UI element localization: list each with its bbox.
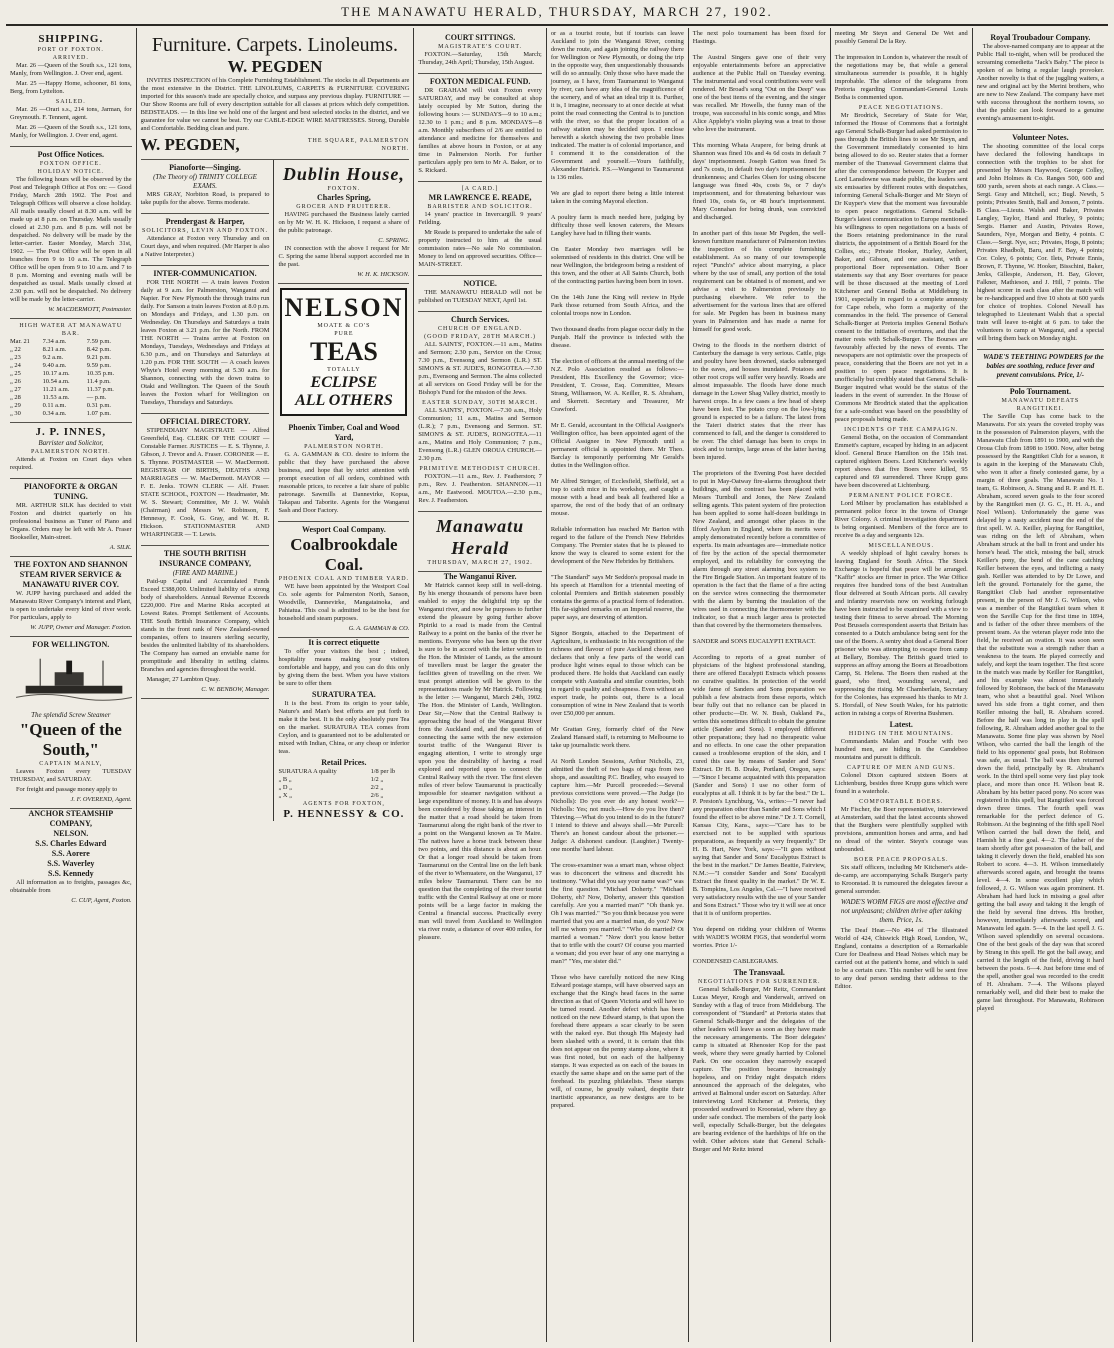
prendergast-ad xyxy=(141,214,270,266)
steamer-illustration xyxy=(16,654,132,704)
polo-sub: MANAWATU DEFEATS RANGITIKEI. xyxy=(1001,398,1080,412)
queen-of-the-south: "Queen of the South," xyxy=(19,720,122,759)
anchor-ship-1: S.S. Charles Edward xyxy=(35,839,107,848)
column-1 xyxy=(6,28,137,1342)
tide-row: Mar. 21 7.34 a.m. 7.59 p.m. xyxy=(10,338,111,345)
methodist-title: PRIMITIVE METHODIST CHURCH. xyxy=(419,466,541,472)
medical-fund xyxy=(418,74,541,182)
volunteer-title: Volunteer Notes. xyxy=(1012,133,1069,142)
court-sub: MAGISTRATE'S COURT. xyxy=(438,44,523,50)
transvaal-title: The Transvaal. xyxy=(733,968,785,977)
pegden2-name: W. PEGDEN, xyxy=(140,135,240,154)
hiding-body: Commandants Malan and Fouche with two hundred men, are hiding in the Camdeboo mountains and pursuit is difficult. xyxy=(834,738,968,761)
reade-role: BARRISTER AND SOLICITOR. xyxy=(427,204,533,210)
pegden2-addr: THE SQUARE, PALMERSTON NORTH. xyxy=(307,138,410,152)
nelson-totally: TOTALLY xyxy=(327,367,361,373)
police-body: Lord Milner by proclamation has established a permanent police force in the towns of Orange River Colony. A criminal investigation department is being organised. Members of the force are to receive 8s a day and sergeants 12s. xyxy=(834,500,968,539)
freight-signature: J. F. OVEREND, Agent. xyxy=(70,796,132,803)
column-3 xyxy=(414,28,546,1342)
hickson-body: IN connection with the above I request for Mr C. Spring the same liberal support accorded me in the past. xyxy=(278,245,410,268)
anchor-title: ANCHOR STEAMSHIP COMPANY, xyxy=(28,809,114,828)
trinity-exams: (The Theory of) TRINITY COLLEGE EXAMS. xyxy=(153,173,257,190)
herald-date: THURSDAY, MARCH 27, 1902. xyxy=(427,560,533,566)
anchor-ship-2: S.S. Aorere xyxy=(51,849,90,858)
nelson-teas: TEAS xyxy=(309,337,378,366)
westport-signature: G. A. GAMMAN & CO. xyxy=(348,625,410,632)
westport-sub: PHOENIX COAL AND TIMBER YARD. xyxy=(278,576,410,582)
gray-body: MRS GRAY, Norbiton Road, is prepared to take pupils for the above. Terms moderate. xyxy=(140,191,270,206)
post-signature: W. MACDERMOTT, Postmaster. xyxy=(48,306,132,313)
proposals-body: Six staff officers, including Mr Kitchener's aide-de-camp, are accompanying Schalk Burger's party to Kroonstad. It is rumoured the delegates favour a general surrender. xyxy=(834,864,968,895)
piano-singing-title: Pianoforte—Singing. xyxy=(169,163,241,172)
column-4-text: or as a tourist route, but if tourists can leave Auckland to join the Wanganui River, coming down the route, and again joining the railway there for Wellington or New Plymouth, or doing the trip in the opposite way, then unquestionably thousands will do so annually. Only those who have made the journey, as I have, from Taumarunui to Wanganui by river, can have any idea of the magnificence of the scenery, and of what an ideal trip it is. Further, it is, I imagine, necessary to at once decide at what point the road connecting the Central is to junction with the river, so that the proper location of a railway station may be decided upon. I enclose herewith a sketch showing the two probable lines indicated. The matter is of colonial importance, and I commend it to the consideration of the Government and yourself.—Yours faithfully, Alexander Hatrick. P.S.—Wanganui to Taumarunui is 136 miles. We are glad to report there being a little interest taken in the coming Mayoral election. A poultry farm is much needed here, judging by difficulty those well known caterers, the Messrs Langley have had in filling their wants. On Easter Monday two marriages will be solemnised of residents in this district. One will be near Wellington, the bridegroom being a resident of this town, and the other at All Saints Church, both of the contracting parties having been born in town. On the 14th June the King will review in Hyde Park those returned from South Africa, and the colonial troops now in London. Two thousand deaths from plague occur daily in the Punjab. Half the province is infected with the disease. The election of officers at the annual meeting of the N.Z. Polo Association resulted as follows:— President, His Excellency the Governor; vice-President, T. Crosse, Esq. Committee, Messrs Strang, Williamson, W. A. Keiller, R. S. Abraham, and Skerrett. Secretary and Treasurer, Mr Crawford. Mr E. Gerald, accountant in the Official Assignee's Wellington office, has been appointed agent of the Official Assignee in New Plymouth until a permanent official is appointed there. Mr Theo. Barclay is temporarily performing Mr Gerald's duties in the Wellington office. Mr Alfred Stringer, of Ecclesfield, Sheffield, set a trap to catch mice in his workshop, and caught a mouse with a head and beak all feathered like a sparrow, the rest of the body that of an ordinary mouse. Reliable information has reached Mr Barton with regard to the failure of the French New Hebrides Company. The Premier states that he is pleased to know the way is cleared to some extent for the development of the New Hebrides by Britishers. "The Standard" says Mr Seddon's proposal made in his speech at Hamilton for a triennial meeting of colonial Premiers and British statesmen possibly contains the germs of a practical form of federation. His far-sighted remarks on an Imperial reserve, the paper says, are deserving of attention. Signor Borgnis, attached to the Department of Agriculture, is enthusiastic in his recognition of the richness and flavour of pure Auckland cheese, and declares that only a few parts of the world can produce light wines equal to those which can be produced there. He holds that Auckland can easily compete with Australia and similar countries, both in regard to quality and cheapness. Even without an export trade, he points out, there is a local consumption of wine in New Zealand that is worth over £50,000 per annum. Mr Grattan Grey, formerly chief of the New Zealand Hansard staff, is returning to Melbourne to take up journalistic work there. At North London Sessions, Arthur Nicholls, 23, admitted the theft of two bags of rugs from two shops, and assaulting P.C. Bradley, who essayed to capture him.—Mr Purcell proceeded:—Several previous convictions were proved.—The Judge (to Nicholls): Do you ever do any honest work?—Nicholls: Yes; not much.—How do you live then? Thieving.—What do you intend to do in the future? I intend to thieve and always shall.—Mr Purcell: There's an honest candour about the prisoner.—Judge: A dishonest candour. (Laughter.) Twenty-one months' hard labour. The cross-examiner was a smart man, whose object was to disconcert the witness and discredit his testimony. "What did you say your name was?" was the first question. "Michael Doherty." "Michael Doherty, eh? Now, Doherty, answer this question carefully. Are you a married man?" "Oh thank ye. Oh I was married." "So you think because you were married that you are a married man, do you? Now tell me whom you married." "Who do married? Oi married a woman." "Now don't you know better that to trifle with the court? Of course you married a woman; did you ever hear of any one marrying a man?" "Yes, me sister did." Those who have carefully noticed the new King Edward postage stamps, will have observed says an exchange that the King's head faces in the same direction as that of Queen Victoria and will have to be turned round. Another defect which has been noticed on the new Edward stamp, is that upon the forehead there appears a scar clearly to be seen with the naked eye. But though His Majesty had been slashed with a sword, it is certain that this does not appear on the penny stamp alone, where it was first noted, but on each of the halfpenny stamps. It was expected as on each of the issues in exactly the same shape and on the same part of the forehead. Its puzzling philatelists. These stamps will, of course, be greatly valued, despite their inartistic appearance, as new designs are to be prepared. xyxy=(550,30,684,1109)
column-5-text: The next polo tournament has been fixed for Hastings. The Austral Singers gave one of their very enjoyable entertainments before an appreciative audience at the Public Hall on Tuesday evening. The instrumental and vocal contributions were well rendered. Mr Broad's song "Out on the Deep" was one of the best items of the evening, and the singer was recalled. Mr Howells, the funny man of the troupe, was successful in his comic songs, and Miss Alice Appleby's violin playing was a treat to those who love the instrument. This morning Whata Arapere, for being drunk at Shannon was fined 10s and 4s 6d costs in default 7 days' imprisonment. Joseph Gatton was fined 5s and 7s costs, in default two day's imprisonment for drunkenness; and Charles Olsen for using obscene language was fined 40s, costs 9s, or 7 day's imprisonment, and for threatening behaviour was fined 10s, costs 6s, or 48 hour's imprisonment. Mary Connahan for being drunk, was convicted and discharged. In another part of this issue Mr Pegden, the well-known furniture manufacturer of Palmerston invites the inspection of his complete furnishing establishment. As so many of our townspeople reject "Punch's" advice about marrying, a place where by the use of small, any portion of the total requirement can be obtained is of moment, and we advise a visit to Palmerston previously to purchasing elsewhere. We refer to the advertisement for the various lines that are offered for sale. Mr Pegden has been in business many years in Palmerston and has made a name for himself for good work. Owing to the floods in the northern district of Canterbury the damage is very serious. Cattle, pigs and poultry have been drowned, stacks submerged to the eaves, and houses inundated. Potatoes and other root crops will suffer very heavily. Roads are almost impassable. The floods have done much damage in the Lower Shag Valley district, mostly to harvest crops. In a few cases a few head of sheep have been lost. The potato crop on the low-lying ground is expected to be a failure. The latest from the Taieri district states that the river has commenced to fall, and the danger is considered to be over. The chief damage has been to crops in stock and to turnips, large areas of the latter having been injured. The proprietors of the Evening Post have decided to put in May-Oatway fire-alarms throughout their buildings, and the contract has been placed with Messrs Turnbull and Jones, the New Zealand selling agents. This patent system of fire protection has been applied to some half-dozen buildings in New Zealand, and amongst other places in the Ilford Asylum in England, where its merits were amply demonstrated recently before a committee of experts. Its main advantages are—immediate notice of fire by the action of the special thermometer employed, and its reliability for conveying the alarm through any street alarming box system to the Fire Brigade Station. An important feature of its operation is the fact that the flame of a fire acting on the service wires connecting the thermometer with the alarm by burning the insulation of the wires used in connecting the thermometer with the indicator, so that a much larger area is protected than that covered by the thermometers themselves. SANDER and SONS EUCALYPTI EXTRACT. According to reports of a great number of physicians of the highest professional standing, there are offered Eucalypti Extracts which possess no curative qualities. In protection of the world wide fame of Sanders and Sons preparation we publish a few abstracts from these reports, which bear fully out that no reliance can be placed in other products:—Dr. W. N. Bush, Oakland Pa., writes this sometimes difficult to obtain the genuine article (Sander and Sons). I employed different other preparations; they had no therapeutic value and no effects. In one case the other preparation caused a troublesome eruption of the skin, and I cured this case by means of Sander and Sons' Extract. Dr H. B. Drake, Portland, Oregon, says:—"Since I became acquainted with this preparation (Sander and Sons) I use no other form of eucalyptus at all. I think it is by far the best." Dr L. P. Preston's Lynchburg, Va., writes:—"I never had any preparation other than Sander and Sons which I found the effect to be above mine." Dr J. T. Cornell, Kansas City, Kans., says:—"Care has to be exercised not to be supplied with spurious preparations, as frequently as very frequently." Dr H. B. Hart, New York, says:—"It goes without saying that Sander and Sons' Eucalyptus Extract is the best in the market." Dr James Beattie, Fairview, N.M.:—"I consider Sander and Sons' Eucalypti Extract the finest quality in the market." Dr W. E. B. Tompkins, Los Angeles, Cal.—"I have received very satisfactory results with the use of your Sander and Sons Extract." Those who try it will see at once that it is of uniform properties. You depend on ridding your children of Worms with WADE'S WORM FIGS, that wonderful worm worries. Price 1/- CONDENSED CABLEGRAMS. xyxy=(692,30,826,965)
column-6 xyxy=(831,28,973,1342)
tide-title: HIGH WATER AT MANAWATU BAR. xyxy=(19,323,123,337)
official-body: STIPENDIARY MAGISTRATE — Alfred Greenfield, Esq. CLERK OF THE COURT — Constable Farmer. JUSTICES — E. S. Thynne, J. Gibson, J. Trevor and A. Fraser. CORONER — E. S. Thynne. POSTMASTER — W. MacDermott. REGISTRAR OF BIRTHS, DEATHS AND MARRIAGES — W. MacDermott. MAYOR — F. E. Jenks. TOWN CLERK — Alf. Fraser. STATE SCHOOL, FOXTON — Headmaster, Mr. W. S. Stewart; Committee, Mr J. W. Walsh (Chairman) and Messrs W. Robinson, F. Hennessy, F. Cook, G. Gray, and W. H. R. Hickson. STATIONMASTER AND WHARFINGER — T. Lewis. xyxy=(140,427,270,538)
columns xyxy=(6,28,1108,1342)
dublin-title: Dublin House, xyxy=(282,164,405,184)
court-sittings xyxy=(418,30,541,74)
column-6-text: meeting Mr Steyn and General De Wet and possibly General De la Rey. The impression in London is, whatever the result of the negotiations may be, that while a general simultaneous surrender is possible, it is highly improbable. The silence of the telegrams from Pretoria regarding Commandant-General Louis Botha is commented upon. xyxy=(834,30,968,101)
agents-title: AGENTS FOR FOXTON, xyxy=(302,801,385,807)
anchor-body: All information as to freights, passages &c, obtainable from xyxy=(10,879,132,894)
medical-body: DR GRAHAM will visit Foxton every SATURDAY, and may be consulted at shop lately occupied by Mr Sutton, during the following hours :— SUNDAYS—9 to 10 a.m.; 12.30 to 1 p.m.; and 8 p.m. MONDAYS—8 a.m. Monthly subscribers of 2/6 are entitled to attendance and medicine for themselves and families at above hours in Foxton, or at any time in Palmerston North. For further particulars apply pro tem to Mr A. Baker, or to S. Rickard. xyxy=(418,87,542,174)
easter-title: EASTER SUNDAY, 30TH MARCH. xyxy=(422,400,539,406)
church-services xyxy=(418,312,541,512)
innes-place: PALMERSTON NORTH. xyxy=(30,449,111,455)
prendergast-name: Prendergast & Harper, xyxy=(165,217,245,226)
pegden-name: W. PEGDEN xyxy=(227,57,323,76)
peace-body: Mr Brodrick, Secretary of State for War, informed the House of Commons that a fortnight ago General Schalk-Burger had asked permission to pass through the British lines to see Mr Steyn, and the Government immediately consented to him being allowed to do so. Reuter states that a former member of the Transvaal Government claims that after the correspondence between Dr Kuyper and Lord Lansdowne was made public, the leaders sent six emissaries by different routes with despatches, informing General Schalk-Burger and Mr Steyn of Dr Kuyper's view that the moment was favourable to open peace negotiations. General Schalk-Burger's latest communication to Europe mentioned his willingness to open negotiations on a basis of the Boers retaining predominance in the rural districts, the appointment of a British Board for the Collies, etc.; Private Hooker, Hurley, Ambert, Baker, and Gibson, and one assistant, with a proportional Boer representation. Other Boer statements say that any Boer overtures for peace will be those discussed at the meeting of Lord Kitchener and General Botha at Middleburg in 1901, especially in regard to a complete amnesty for Cape rebels, who form a majority of the commandos in the field. The presence of General Schalk-Burger at Pretoria implies General Botha's consent to the initiation of overtures, and that the matter rests with Schalk-Burger. The Bourses are favourably affected by the news of events. The newspapers are not optimistic over the prospects of peace, considering that the Boers are not yet in a position to open peace negotiations. It is unofficially but credibly stated that General Schalk-Burger inquired what would be the status of the leaders in the event of surrender. In the House of Commons Mr Brodrick stated that the application for a safe-conduct was based on the possibility of peace proposals being made. xyxy=(834,112,968,423)
insurance-sub: (FIRE AND MARINE.) xyxy=(172,569,238,577)
column-4 xyxy=(547,28,689,1342)
insurance-ad xyxy=(141,546,270,699)
comfort-title: COMFORTABLE BOERS. xyxy=(859,799,944,805)
nelson-sub: MOATE & CO'S xyxy=(317,323,371,329)
police-title: PERMANENT POLICE FORCE. xyxy=(849,493,954,499)
innes-body: Attends at Foxton on Court days when required. xyxy=(10,456,132,471)
arrival-1: Mar. 26 —Queen of the South s.s., 121 tons, Manly, from Wellington. J. Over end, agent. xyxy=(10,62,132,77)
tide-row: „ 24 9.40 a.m. 9.59 p.m. xyxy=(10,362,111,369)
spring-name: Charles Spring, xyxy=(317,193,371,202)
wellington-ad xyxy=(10,637,132,809)
nelson-teas-ad xyxy=(280,288,407,416)
captain-name: CAPTAIN MANLY, xyxy=(39,761,103,767)
westport-title: Wesport Coal Company. xyxy=(302,525,386,534)
shipping-title: SHIPPING. xyxy=(38,33,104,45)
river-body: Mr Hatrick cannot keep still in well-doing. By his energy thousands of persons have been enabled to enjoy the delightful trip up the Wanganui river, and now he purposes to further extend the pleasure by going further above Pipiriki to a road is made from the Central Railway to a point on the banks of the river he mentions. Everyone who has been up the river is sure to be in accord with the letter written to the Hon. the Minister of Lands, as the amount of travellers must be larger the greater the facilities given of travelling on the river. We trust prompt attention will be given to the representations made by Mr Hatrick. Following is the letter :— Wanganui, March 24th, 1902. The Hon. the Minister of Lands, Wellington. Dear Sir,—Now that the Central Railway is approaching the head of the Wanganui River from the Auckland end, and the question of connecting the same with the new extension tourist traffic of the Wanganui River is engaging attention, I write to strongly urge upon you the desirability of having a road explored and reported upon to connect the Central Railway with the river. The first eleven miles of river below Taumarunui is practically impossible for steamer navigation without a large expenditure of money. It is and has always been considered by those taking an interest in the matter that a road should be taken from Taumarunui along the right bank of the river to a point on the Wanganui known as Te Maire. The natives have a horse track between these two points, and this distance is about an hour. Or that a longer road should be taken from Taumarunui on the Central line on the left bank of the river to Whenuatere, on the Wanganui, 17 miles below Taumarunui. There can be no question that the completing of the river tourist traffic with the Central Railway at one or more points will be a large factor in making the Central a financial success. Practically every man will travel from Auckland to Wellington via river route, a distance of over 400 miles, for pleasure. xyxy=(418,582,542,941)
suratura-body: It is the best. From its origin to your table, Nature's and Man's best efforts are put forth to make it the best. It is the only absolutely pure Tea on the market. SURATURA TEA comes from Ceylon, and is guaranteed not to be adulterated or mixed with Indian, China, or any cheap or inferior teas. xyxy=(278,700,410,755)
suratura-ad xyxy=(278,638,409,821)
transvaal-body: General Schalk-Burger, Mr Reitz, Commandant Lucas Meyer, Krogh and Vanderwalt, arrived on Sunday with a flag of truce from Middleburg. The correspondent of "Standard" at Pretoria states that General Schalk-Burger and the delegates of the other leaders will leave as soon as they have made the necessary arrangements. The Boer delegates' camp is situated at Rhenoster Kop for the past week, where they were greatly harried by Colonel Park. On one occasion they narrowly escaped capture. The position became increasingly hopeless, and on Friday night despatch riders announced the approach of the delegates, who arrived at Balmoral under escort on Saturday. After interviewing Lord Kitchener at Pretoria, they proceeded southward to Kroonstad, where they go under safe conduct. The members of the party look well, especially Schalk-Burger, but the delegates are bearing evidence of the hardships of life on the veldt. Other advices state that General Schalk-Burger and Mr Reitz intend xyxy=(692,986,826,1153)
tide-table xyxy=(10,338,132,418)
polo-body: The Saville Cup has come back to the Manawatu. For six years the coveted trophy was in the possession of Palmerston players, with the Manawatu Club from 1891 to 1900, and with the Oroua Club from 1898 to 1900. Now, after being possessed by the Rangitikei Club for a season, it is again in the keeping of the Manawatu Club, who won it after a finely contested game, by a margin of three goals. The Manawatu No. 1 team, G. Robinson, A. Strang and R. P. and H. E. Abraham, scored seven goals to the four scored by the Rangitikei men (J. G. C., H. H. A., and Noel Wilson). Unfortunately the game was delayed by a nasty accident near the end of the first spell. W. A. Keiller, playing for Rangitikei, was riding on the left of Abraham, when Abraham struck at the ball in front and under his horse's head. The stick, missing the ball, struck Keiller's pony, the bend of the cane catching Keiller between the eyes, and inflicting a nasty gash. Keiller was attended to by Dr Lowe, and left the ground. Fortunately for the game, the Rangitikei Club had another representative present, in the person of Mr J. G. Wilson, who was a member of the Rangitikei team when it won the Saville Cup for the first time in 1894, and is father of the other three members of the present team. As the veteran player rode into the field, he received an ovation. It was soon seen that the substitute was a strength rather than a weakness to the team. He played correctly and safely, and kept the team together. The first score in the match was made by Keiller for Rangitikei, and his example was almost immediately followed by Robinson, the back of the Manawatu team, who shot a beautiful goal. Noel Wilson saved his side from a tight corner, and then Keiller missing the ball, R. Abraham scored. Before the half was long in play in the spell following, R. Abraham added another goal to the Manawatu. Some fine play was shown by Noel Wilson, who carried the ball the length of the field to his opponents' goal posts, but Robinson was safe, as usual. The ball was then returned down the field, principally by R. Abraham's work. In the third spell some very fast play took place, and more than once H. Wilson beat R. Abraham by his better paced pony. No score was registered in this spell, but Rangitikei was forced down three times. The fourth spell was remarkable for the perfect defence of G. Robinson. At the beginning of the fifth spell Noel Wilson carried the ball down the field, and Hamish hit a fine goal. 4—2. The father of the team shortly after got possession of the ball, and taking it cleverly down the field, enabled his son Robert to score. 4—3. H. Wilson immediately afterwards scored again, and brought the teams level. 4—4. In some excellent play which followed, J. G. Wilson was again prominent. H. Abraham had hard luck in missing a goal after getting the ball away and taking it the length of the field by several fine drives. His brother, however, immediately afterwards scored, and Manawatu led again. 5—4. In the last spell J. G. Wilson saved splendidly on several occasions. One of the best goals of the day was that scored by Strang in this spell. He got the ball away, and carried it the length of the field, driving it hard between the posts. 6—4. Just before time end of the spell, another goal was recorded to the credit of H. Abraham. 7—4. The Wilsons played remarkably well, and did their best to make the game last throughout. For Manawatu, Robinson played xyxy=(976,413,1104,1012)
reade-body: Mr Reade is prepared to undertake the sale of property instructed to him at the usual commission rates—No sale No commission. Money to lend on approved securities. Office—MAIN-STREET. xyxy=(418,229,542,268)
reade-card xyxy=(418,182,541,276)
retail-row: „ B „ 1/2 „ xyxy=(278,776,384,783)
post-body: The following hours will be observed by the Post and Telegraph Office at Fox on: — Good Friday, March 28th 1902. The Post and Telegraph Offices will observe a close holiday. All mails usually closed at 8.30 a.m. will be made up at 8 p.m. on Thursday. Mails usually closed at 2.30 p.m. and 8 p.m. will not be despatched. No delivery will be made by the letter-carrier. Easter Monday, March 31st, 1902. — The Post Office will be open in all branches from 9 to 10 a.m. The Telegraph Office will be open from 9 to 10 a.m. and 7 to 8 p.m. Morning and evening mails will be despatched as usual. Mails usually closed at 2.30 p.m. will not be despatched. No delivery will be made by the letter-carrier. xyxy=(10,176,132,303)
phoenix-ad xyxy=(278,420,409,522)
phoenix-place: PALMERSTON NORTH. xyxy=(304,444,384,450)
herald-nameplate xyxy=(418,512,541,572)
notice-title: NOTICE. xyxy=(463,279,497,288)
retail-row: „ X „ 2/6 „ xyxy=(278,792,384,799)
notice-body: THE MANAWATU HERALD will not be published on TUESDAY NEXT, April 1st. xyxy=(418,289,542,304)
proposals-title: BOER PEACE PROPOSALS. xyxy=(853,857,949,863)
holiday-label: HOLIDAY NOTICE. xyxy=(37,169,105,175)
tide-row: „ 27 11.21 a.m. 11.37 p.m. xyxy=(10,386,114,393)
reade-sub: 14 years' practice in Invercargill. 9 years' Feilding. xyxy=(418,211,542,226)
masthead: THE MANAWATU HERALD, THURSDAY, MARCH 27, 1902. xyxy=(341,4,773,19)
piano-tuning-signature: A. SILK. xyxy=(109,544,132,551)
deaf-ad: The Deaf Hear.—No 494 of The Illustrated World of 424, Chiswick High Road, London, W., England, contains a description of a Remarkable Cure for Deafness and Head Noises which may be carried out at the patient's home, and which is said to be a certain cure. This number will be sent free to any deaf person sending their address to the Editor. xyxy=(834,927,968,990)
column-7 xyxy=(973,28,1108,1342)
river-service-body: W. JUPP having purchased and added the Manawatu River Company's interest and Plant, is open to undertake every kind of river work. For particulars, apply to xyxy=(10,590,132,621)
incidents-title: INCIDENTS OF THE CAMPAIGN. xyxy=(844,427,959,433)
church-body: ALL SAINTS', FOXTON.—11 a.m., Matins and Sermon; 2.30 p.m., Service on the Cross; 7.30 p.m., Evensong and Sermon (L.R.) ST. SIMON'S & ST. JUDE'S, RONGOTEA.—7.30 p.m., Evensong and Sermon. The alms collected at all services on Good Friday will be for the Bishop's Fund for the mission of the Jews. xyxy=(418,341,542,396)
col2-left xyxy=(141,160,275,821)
furniture-title: Furniture. Carpets. Linoleums. xyxy=(151,34,398,56)
splendid-steamer: The splendid Screw Steamer xyxy=(31,711,111,719)
westport-ad xyxy=(278,522,409,638)
inter-title: INTER-COMMUNICATION. xyxy=(153,269,257,278)
innes-ad xyxy=(10,423,132,479)
retail-table xyxy=(278,768,409,800)
reade-name: MR LAWRENCE E. READE, xyxy=(428,193,532,202)
river-service-title: THE FOXTON AND SHANNON STEAM RIVER SERVICE & MANAWATU RIVER COY. xyxy=(13,560,128,589)
anchor-ship-3: S.S. Waverley xyxy=(47,859,95,868)
retail-row: SURATURA A quality 1/8 per lb xyxy=(278,768,396,775)
wade-ad: WADE'S WORM FIGS are most effective and not unpleasant; children thrive after taking them. Price, 1s. xyxy=(840,898,968,924)
etiquette-body: To offer your visitors the best ; indeed, hospitality means making your visitors comfortable and happy, and you can do this only by giving them the best. When you have visitors be sure to offer them xyxy=(278,648,410,687)
nelson-wordmark: NELSON xyxy=(284,293,404,322)
arrived-label: ARRIVED. xyxy=(52,55,89,61)
sailed-label: SAILED. xyxy=(55,99,86,105)
card-label: [A CARD.] xyxy=(461,186,499,192)
volunteer-body: The shooting committee of the local corps have declared the following handicaps in connection with the trophies to be shot for presented by Messrs Haywood, George Colley, and John Holmes & Co. Ranges 500, 600 and 600 yards, seven shots at each range. A Class.—Sergt. Gray and Mitchell, scr.; Bugl. Newth, 5 points; Privates Smith, Ball and Jonson, 7 points. B Class.—Lieuts. Walsh and Baker, Privates Langley, Taylor, Hand and Hurley, 9 points; Sergts. Hamer and Austin, Privates Rowe, Saunders, Nye, Morgan and Betty, 4 points. C Class.—Sergt. Nye, scr.; Privates, Hogs, 8 points; Privates Rhadbolt, Baru, and F. Bay, 4 points; Cor. Coley, 6 points; Cor. Ilets, Private Ennis, Brown, F. Thynne, W. Hooker, Bisschini, Baker, Jenks, Gillespie, Anderson, H. Bay, Glover, Falkner, Mathieson, and J. Hill, 7 points. The highest scorer in each class after the match will be re-handicapped and five 10 shots at 600 yards for choice of trophies. Colonel Newall has telegraphed to Lieutenant Walsh that a special train will leave to-night at 6 p.m. to take the volunteers to camp at Wanganui, and a special will bring them back on Monday night. xyxy=(976,143,1104,342)
agents-name: P. HENNESSY & CO. xyxy=(283,808,405,820)
innes-name: J. P. INNES, xyxy=(35,426,107,438)
column-5 xyxy=(689,28,831,1342)
transvaal-sub: NEGOTIATIONS FOR SURRENDER. xyxy=(698,979,821,985)
piano-tuning-body: MR. ARTHUR SILK has decided to visit Foxton and district quarterly on his professional business as Tuner of Piano and Organs. Orders may be left with Mr A. Fraser Bookseller, Main-street. xyxy=(10,502,132,541)
post-title: Post Office Notices. xyxy=(37,150,104,159)
herald-title: Manawatu Herald xyxy=(436,516,525,558)
column-2 xyxy=(137,28,415,1342)
peace-title: PEACE NEGOTIATIONS. xyxy=(858,105,944,111)
piano-singing-ad xyxy=(141,160,270,214)
post-office-notice xyxy=(10,147,132,319)
medical-title: FOXTON MEDICAL FUND. xyxy=(429,77,531,86)
retail-row: „ D „ 2/2 „ xyxy=(278,784,384,791)
phoenix-title: Phoenix Timber, Coal and Wood Yard, xyxy=(288,423,400,442)
piano-tuning-ad xyxy=(10,479,132,557)
pegden-ad xyxy=(141,30,410,160)
tide-row: „ 28 11.53 a.m. — p.m. xyxy=(10,394,107,401)
insurance-title: THE SOUTH BRITISH INSURANCE COMPANY, xyxy=(159,549,252,568)
church-sub: CHURCH OF ENGLAND. xyxy=(438,326,523,332)
anchor-place: NELSON. xyxy=(53,829,89,838)
anchor-steamship-ad xyxy=(10,809,132,905)
col2-right xyxy=(274,160,409,821)
notice xyxy=(418,276,541,312)
misc-body: A weekly shipload of light cavalry horses is leaving England for South Africa. The Stock Exchange is hopeful that peace will be arranged. "Kaffir" stocks are firmer in price. The War Office requires five hundred tons of the best Australian flour delivered at South African ports. All cavalry and infantry reservists now on working furlough have been instructed to be examined with a view to testing their fitness to serve abroad. The Morning Post Brussels correspondent asserts that Britain has consented to a Dutch ambulance being sent for the use of the Boers. A sentry shot dead a General Boer prisoner who was attempting to escape from camp at Bellary, Bombay. The British guard tried to suppress an affray among the Boers at Broadbottom Camp, St. Helena. The Boers then rushed at the guard, who fired, wounding several, and suppressing the rising. Mr Chamberlain, Secretary for the Colonies, has expressed his thanks to Mr J. S. Horsfall, of New South Wales, for his patriotic action in raising a corps of Riverina Bushmen. xyxy=(834,550,968,717)
tide-row: „ 30 0.34 a.m. 1.07 p.m. xyxy=(10,410,111,417)
retail-title: Retail Prices. xyxy=(321,758,367,767)
methodist-body: FOXTON.—11 a.m., Rev. J. Featherston; 7 p.m., Rev. J. Featherston. SHANNON.—11 a.m., Mr Eastwood. MOUTOA.—2.30 p.m., Rev. J. Featherston. xyxy=(418,473,542,504)
nelson-all-others: ALL OTHERS xyxy=(295,392,393,409)
insurance-body: Paid-up Capital and Accumulated Funds Exceed £388,000. Unlimited liability of a strong body of shareholders. Annual Revenue Exceeds £220,000. Fire and Marine Risks accepted at Lowest Rates. Prompt Settlement of Accounts. THE South British Insurance Company, which stands in the front rank of New Zealand-owned companies, offers to insurers sterling security, besides the unlimited liability of its shareholders. The Company has earned an enviable name for promptitude and liberality in settling claims. Branches and agencies throughout the world. xyxy=(140,578,270,673)
tide-row: „ 22 8.21 a.m. 8.42 p.m. xyxy=(10,346,111,353)
official-title: OFFICIAL DIRECTORY. xyxy=(159,417,251,426)
spring-role: GROCER AND FRUITERER. xyxy=(296,204,392,210)
incidents-body: General Botha, on the occasion of Commandant Emmett's capture, escaped by hiding in an adjacent kloof. General Bruce Hamilton on the 15th inst. captured eighteen Boers. Lord Kitchener's weekly report shows that five Boers were killed, 95 captured and 69 surrendered. Three Krupp guns have been discovered at Lichtenburg. xyxy=(834,434,968,489)
piano-tuning-title: PIANOFORTE & ORGAN TUNING. xyxy=(24,482,118,501)
etiquette-title: It is correct etiquette xyxy=(308,638,380,647)
wade-teething-text: WADE'S TEETHING POWDERS for the babies are soothing, reduce fever and prevent convulsions. Price, 1/- xyxy=(983,353,1104,379)
comfort-body: Mr Fischer, the Boer representative, interviewed at Amsterdam, said that the latest accounts showed that the Burghers were plentifully supplied with provisions, ammunition horses and arms, and had no dread of the winter. Steyn's courage was unbounded. xyxy=(834,806,968,853)
river-service-ad xyxy=(10,557,132,637)
nelson-pure: PURE xyxy=(334,331,354,337)
tide-table-section xyxy=(10,319,132,423)
coalbrookdale: Coalbrookdale Coal. xyxy=(290,535,398,574)
church-date: (GOOD FRIDAY, 28TH MARCH.) xyxy=(424,334,537,340)
dublin-house-ad xyxy=(278,160,409,284)
departure-2: Mar. 26 —Queen of the South s.s., 121 tons, Manly, for Wellington. J. Over end, agent. xyxy=(10,124,132,139)
spring-signature: C. SPRING. xyxy=(378,237,410,244)
wanganui-river-article xyxy=(418,572,541,942)
easter-body: ALL SAINTS', FOXTON.—7.30 a.m., Holy Communion; 11 a.m., Matins and Sermon (L.R.); 7 p.m., Evensong and Sermon. ST. SIMON'S & ST. JUDE'S, RONGOTEA.—11 a.m., Matins and Holy Communion; 7 p.m., Evensong (L.R.) GLEN OROUA CHURCH.—2.30 p.m. xyxy=(418,407,542,462)
pegden-body: INVITES INSPECTION of his Complete Furnishing Establishment. The stocks in all Departments are the most extensive in the District. THE LINOLEUMS, CARPETS & FURNITURE COVERING imported for this season's trade are specially choice, and surpass any previous display. FURNITURE — Our Show Rooms are full of every description suitable for all classes at prices which defy competition. BEDSTEADS. — In this line we hold one of the largest and best selected stocks in the district, and we guarantee for value we cannot be beat. Try our CABLE-EDGE WIRE MATTRESSES. Strong, Durable and Comfortable. Bedding clean and pure. xyxy=(140,77,410,132)
post-sub: FOXTON OFFICE. xyxy=(39,161,102,167)
river-title: The Wanganui River. xyxy=(443,572,517,581)
phoenix-body: G. A. GAMMAN & CO. desire to inform the public that they have purchased the above business, and hope that by strict attention with prompt execution of all orders, combined with reasonable prices, to receive a fair share of public patronage. Sawmills at Dannevirke, Kopua, Takapau and Taborite. Agents for the Wanganui Sash and Door Factory. xyxy=(278,451,410,514)
tide-row: „ 25 10.17 a.m. 10.35 p.m. xyxy=(10,370,115,377)
capture-title: CAPTURE OF MEN AND GUNS. xyxy=(846,765,956,771)
suratura-title: SURATURA TEA. xyxy=(312,690,376,699)
official-directory xyxy=(141,414,270,546)
anchor-ship-4: S.S. Kennedy xyxy=(48,869,94,878)
tide-row: „ 26 10.54 a.m. 11.4 p.m. xyxy=(10,378,111,385)
dublin-place: FOXTON. xyxy=(327,186,361,192)
queen-body: Leaves Foxton every TUESDAY THURSDAY, and SATURDAY. xyxy=(10,768,132,783)
wade-teething-ad xyxy=(977,350,1104,387)
hiding-title: HIDING IN THE MOUNTAINS. xyxy=(848,731,954,737)
departure-1: Mar. 26 —Orari s.s., 214 tons, Jarman, for Greymouth. F. Tennent, agent. xyxy=(10,106,132,121)
masthead-rule xyxy=(6,24,1108,26)
insurance-signature: C. W. BENBOW, Manager. xyxy=(201,686,270,693)
church-title: Church Services. xyxy=(451,315,510,324)
court-body: FOXTON.—Saturday, 15th March; Thursday, 24th April; Thursday, 15th August. xyxy=(418,51,542,66)
river-service-signature: W. JUPP, Owner and Manager. Foxton. xyxy=(30,624,132,631)
court-title: COURT SITTINGS. xyxy=(444,33,516,42)
wellington-title: FOR WELLINGTON. xyxy=(32,640,110,649)
westport-body: WE have been appointed by the Westport Coal Co. sole agents for Palmerston North, Sanson, Woodville, Dannevirke, Mangatainoka, and Pahiatua. This coal is admitted to be the best for household and steam purposes. xyxy=(278,583,410,622)
insurance-addr: Manager, 27 Lambton Quay. xyxy=(146,676,220,683)
innes-role: Barrister and Solicitor, xyxy=(38,439,104,447)
polo-title: Polo Tournament. xyxy=(1009,387,1072,396)
anchor-signature: C. CUP, Agent, Foxton. xyxy=(71,897,132,904)
port-label: PORT OF FOXTON. xyxy=(37,47,104,53)
misc-title: MISCELLANEOUS. xyxy=(868,543,934,549)
shipping-section xyxy=(10,30,132,147)
polo-section xyxy=(977,387,1104,1013)
freight-text: For freight and passage money apply to xyxy=(16,786,118,793)
tide-row: „ 23 9.2 a.m. 9.21 p.m. xyxy=(10,354,111,361)
latest-title: Latest. xyxy=(889,720,913,729)
capture-body: Colonel Dixon captured sixteen Boers at Lichtenburg, besides three Krupp guns which were found in a waterhole. xyxy=(834,772,968,795)
spring-body: HAVING purchased the Business lately carried on by Mr W. H. K. Hickson, I request a share of the public patronage. xyxy=(278,211,410,234)
prendergast-role: SOLICITORS, LEVIN AND FOXTON. xyxy=(142,228,268,234)
troubadour-body: The above-named company are to appear at the Public Hall to-night, when will be produced the screaming comedietta "Jack's Baby." The piece is spoken of as being a regular laugh provoker. Another novelty is that of the juggling waiters, a new and original act by the Merini brothers, who are new to New Zealand. The company have met with success throughout the northern towns, so that the public can look forward to a genuine evening's amusement to-night. xyxy=(976,43,1104,122)
prendergast-body: Attendance at Foxton very Thursday and on Court days, and when required. (Mr Harper is also a Native Interpreter.) xyxy=(140,235,270,258)
nelson-eclipse: ECLIPSE xyxy=(310,374,378,391)
intercommunication xyxy=(141,266,270,414)
troubadour-section xyxy=(977,30,1104,130)
arrival-2: Mar. 25 —Happy Home, schooner, 81 tons, Berg, from Lyttelton. xyxy=(10,80,132,95)
troubadour-title: Royal Troubadour Company. xyxy=(990,33,1091,42)
hickson-signature: W. H. K. HICKSON. xyxy=(357,271,410,278)
inter-body: FOR THE NORTH — A train leaves Foxton daily at 9 a.m. for Palmerston, Wanganui and Napier. For New Plymouth the through trains run daily. For Sanson a train leaves Foxton at 8.0 p.m. on Mondays and Fridays, and 1.30 p.m. on Wednesday. On Thursdays and Saturdays a train leaves Foxton at 3.21 p.m. for the North. FROM THE NORTH — Trains arrive at Foxton on Mondays, Tuesdays, Wednesdays and Fridays at 6.30 p.m., and on Thursdays and Saturdays at 1.20 p.m. FOR THE SOUTH — A coach leaves Whyte's Hotel every morning at 5.30 a.m. for Shannon, connecting with the down trains to Otaki and Wellington. The Queen of the South leaves the Foxton wharf for Wellington on Tuesdays, Thursdays and Saturdays. xyxy=(140,279,270,406)
volunteer-section xyxy=(977,130,1104,350)
tide-row: „ 29 0.11 a.m. 0.31 p.m. xyxy=(10,402,111,409)
